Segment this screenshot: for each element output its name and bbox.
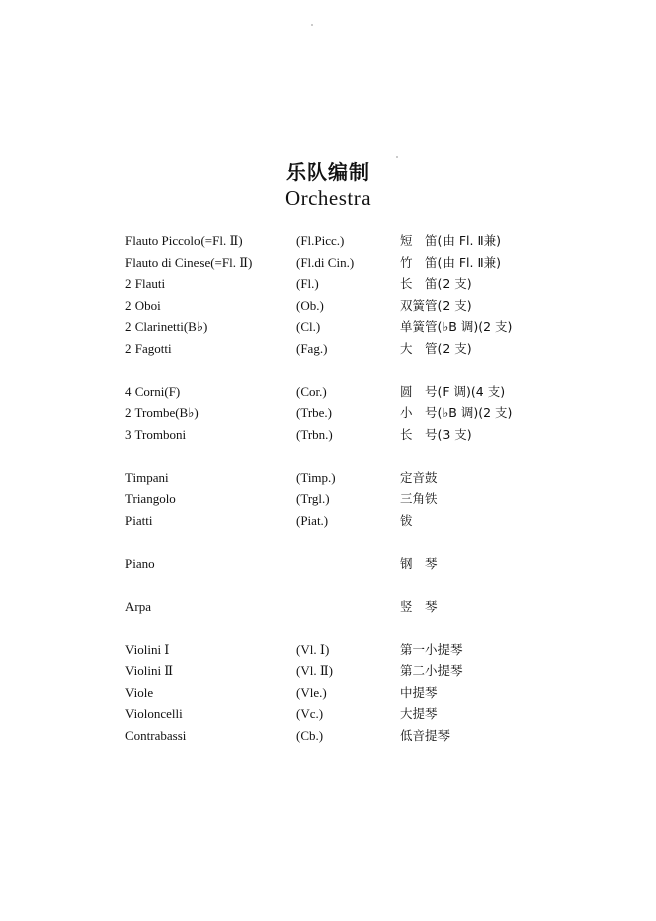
instrument-abbreviation: (Cor.) — [296, 383, 327, 399]
instrument-row — [0, 252, 656, 274]
instrument-row — [0, 510, 656, 532]
instrument-row — [0, 725, 656, 747]
instrument-italian-name: Contrabassi — [125, 727, 187, 743]
instrument-row — [0, 316, 656, 338]
instrument-italian-name: Piano — [125, 555, 155, 571]
instrument-chinese-name: 竖 琴 — [400, 598, 438, 614]
instrument-abbreviation: (Fl.) — [296, 276, 319, 291]
instrument-italian-name: Timpani — [125, 469, 169, 485]
group-spacer — [0, 531, 656, 553]
page-title-english: Orchestra — [284, 186, 372, 210]
instrument-chinese-name: 定音鼓 — [400, 469, 438, 485]
instrument-abbreviation: (Vl. Ⅱ) — [296, 663, 333, 678]
instrument-chinese-name: 长 笛(2 支) — [400, 276, 472, 291]
instrument-abbreviation: (Trbe.) — [296, 405, 332, 420]
instrument-row — [0, 639, 656, 661]
instrument-abbreviation: (Timp.) — [296, 469, 336, 485]
instrument-row — [0, 682, 656, 704]
instrument-chinese-name: 钢 琴 — [400, 555, 438, 571]
instrument-italian-name: Violini Ⅱ — [125, 663, 174, 678]
instrument-abbreviation: (Piat.) — [296, 512, 329, 528]
instrument-italian-name: Viole — [125, 684, 154, 700]
instrument-row — [0, 273, 656, 295]
instrument-chinese-name: 第二小提琴 — [400, 663, 463, 678]
instrument-abbreviation: (Cl.) — [296, 319, 321, 334]
instrument-chinese-name: 短 笛(由 Fl. Ⅱ兼) — [400, 233, 501, 248]
instrument-abbreviation: (Fl.Picc.) — [296, 233, 345, 248]
instrument-chinese-name: 大提琴 — [400, 706, 438, 721]
instrumentation-list — [0, 230, 656, 746]
instrument-chinese-name: 钹 — [400, 512, 413, 528]
instrument-italian-name: Triangolo — [125, 491, 176, 506]
instrument-italian-name: 2 Clarinetti(B♭) — [125, 319, 208, 334]
instrument-chinese-name: 低音提琴 — [400, 727, 451, 743]
instrument-row — [0, 467, 656, 489]
instrument-abbreviation: (Vl. Ⅰ) — [296, 641, 330, 657]
instrument-italian-name: 3 Tromboni — [125, 426, 187, 442]
instrument-italian-name: 2 Oboi — [125, 297, 161, 313]
instrument-italian-name: Flauto di Cinese(=Fl. Ⅱ) — [125, 254, 253, 270]
instrument-italian-name: Arpa — [125, 598, 151, 614]
instrument-italian-name: 2 Flauti — [125, 276, 166, 291]
instrument-row — [0, 402, 656, 424]
instrument-italian-name: 4 Corni(F) — [125, 383, 181, 399]
instrument-chinese-name: 圆 号(F 调)(4 支) — [400, 383, 506, 399]
instrument-chinese-name: 小 号(♭B 调)(2 支) — [400, 405, 513, 420]
group-spacer — [0, 359, 656, 381]
instrument-row — [0, 295, 656, 317]
instrument-row — [0, 424, 656, 446]
instrument-row — [0, 381, 656, 403]
instrument-italian-name: Violini Ⅰ — [125, 641, 170, 657]
instrument-chinese-name: 长 号(3 支) — [400, 426, 472, 442]
instrument-abbreviation: (Ob.) — [296, 297, 324, 313]
instrument-italian-name: Violoncelli — [125, 706, 183, 721]
page-title-chinese: 乐队编制 — [286, 160, 370, 184]
instrument-chinese-name: 单簧管(♭B 调)(2 支) — [400, 319, 513, 334]
instrument-italian-name: 2 Fagotti — [125, 340, 172, 356]
group-spacer — [0, 445, 656, 467]
instrument-abbreviation: (Trbn.) — [296, 426, 333, 442]
instrument-row — [0, 230, 656, 252]
instrument-row — [0, 488, 656, 510]
group-spacer — [0, 574, 656, 596]
instrument-row — [0, 338, 656, 360]
scan-speck — [311, 24, 313, 26]
instrument-abbreviation: (Cb.) — [296, 727, 324, 743]
instrument-italian-name: Piatti — [125, 512, 153, 528]
instrument-row — [0, 703, 656, 725]
instrument-chinese-name: 大 管(2 支) — [400, 340, 472, 356]
instrument-abbreviation: (Vle.) — [296, 684, 327, 700]
instrument-abbreviation: (Vc.) — [296, 706, 324, 721]
instrument-abbreviation: (Fag.) — [296, 340, 328, 356]
instrument-chinese-name: 第一小提琴 — [400, 641, 463, 657]
instrument-chinese-name: 中提琴 — [400, 684, 438, 700]
instrument-italian-name: Flauto Piccolo(=Fl. Ⅱ) — [125, 233, 243, 248]
instrument-row — [0, 553, 656, 575]
instrument-chinese-name: 竹 笛(由 Fl. Ⅱ兼) — [400, 254, 501, 270]
instrument-chinese-name: 双簧管(2 支) — [400, 297, 472, 313]
instrument-abbreviation: (Trgl.) — [296, 491, 330, 506]
instrument-abbreviation: (Fl.di Cin.) — [296, 254, 355, 270]
group-spacer — [0, 617, 656, 639]
instrument-row — [0, 596, 656, 618]
instrument-italian-name: 2 Trombe(B♭) — [125, 405, 199, 420]
instrument-chinese-name: 三角铁 — [400, 491, 438, 506]
instrument-row — [0, 660, 656, 682]
